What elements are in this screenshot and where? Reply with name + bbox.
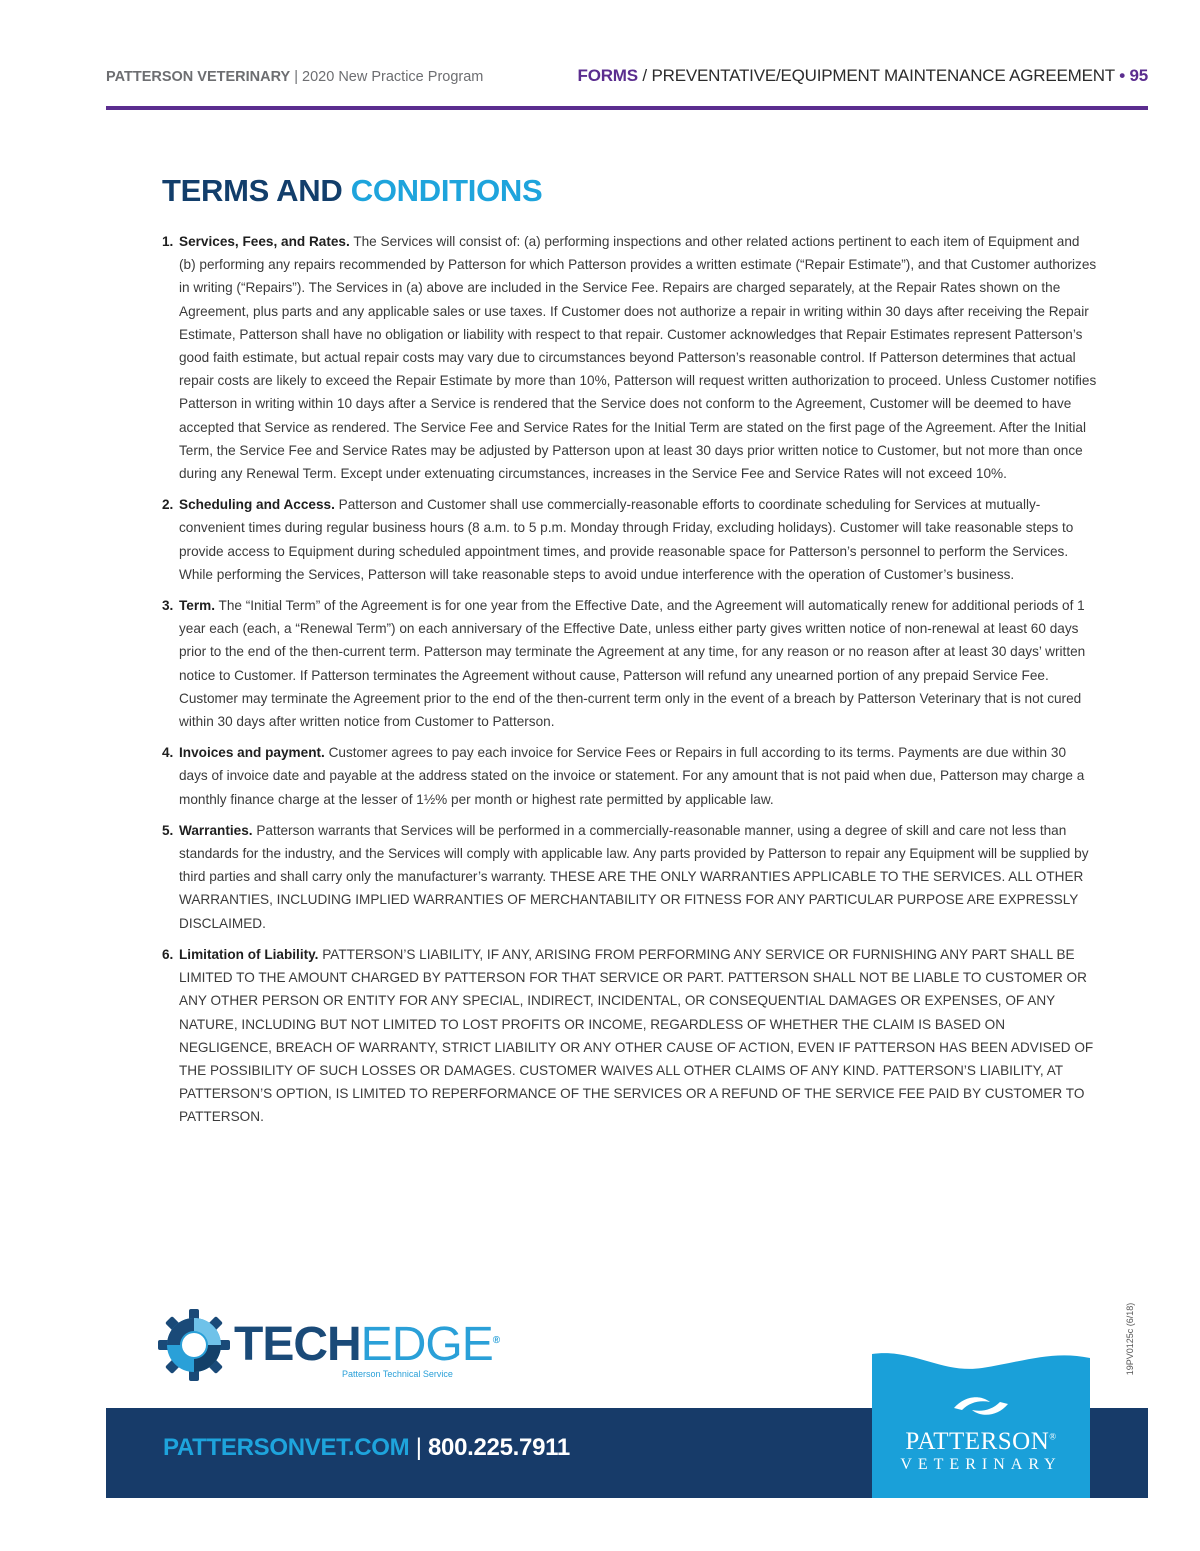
header-section: FORMS [577, 66, 638, 85]
title-part1: TERMS AND [162, 173, 343, 208]
term-item [162, 741, 1097, 811]
term-number: 6. [162, 946, 174, 962]
term-item [162, 594, 1097, 733]
header-brand: PATTERSON VETERINARY [106, 69, 291, 85]
techedge-tech: TECH [234, 1318, 361, 1371]
page-title [162, 173, 542, 209]
footer-website[interactable]: PATTERSONVET.COM [163, 1434, 410, 1461]
patterson-reg: ® [1049, 1431, 1057, 1442]
header-right [578, 66, 1148, 86]
document-code [1118, 1298, 1142, 1380]
techedge-edge: EDGE [360, 1318, 493, 1371]
term-label: Limitation of Liability. [179, 946, 319, 962]
header-program: | 2020 New Practice Program [290, 69, 484, 85]
page-header [106, 66, 1148, 92]
term-text: PATTERSON’S LIABILITY, IF ANY, ARISING FROM PERFORMING ANY SERVICE OR FURNISHING ANY PART SHALL BE LIMITED TO THE AMOUNT CHARGED BY PATTERSON FOR THAT SERVICE OR PART. PATTERSON SHALL NOT BE LIABLE TO CUSTOMER OR ANY OTHER PERSON OR ENTITY FOR ANY SPECIAL, INDIRECT, INCIDENTAL, OR CONSEQUENTIAL DAMAGES OR EXPENSES, OF ANY NATURE, INCLUDING BUT NOT LIMITED TO LOST PROFITS OR INCOME, REGARDLESS OF WHETHER THE CLAIM IS BASED ON NEGLIGENCE, BREACH OF WARRANTY, STRICT LIABILITY OR ANY OTHER CAUSE OF ACTION, EVEN IF PATTERSON HAS BEEN ADVISED OF THE POSSIBILITY OF SUCH LOSSES OR DAMAGES. CUSTOMER WAIVES ALL OTHER CLAIMS OF ANY KIND. PATTERSON’S LIABILITY, AT PATTERSON’S OPTION, IS LIMITED TO REPERFORMANCE OF THE SERVICES OR A REFUND OF THE SERVICE FEE PAID BY CUSTOMER TO PATTERSON. [179, 946, 1094, 1125]
header-doc-title: / PREVENTATIVE/EQUIPMENT MAINTENANCE AGREEMENT [637, 66, 1120, 85]
term-number: 2. [162, 497, 174, 513]
term-number: 3. [162, 598, 174, 614]
techedge-tagline: Patterson Technical Service [342, 1369, 453, 1379]
term-item [162, 230, 1097, 485]
term-number: 4. [162, 745, 174, 761]
techedge-reg: ® [492, 1335, 500, 1346]
patterson-name-text: PATTERSON [905, 1428, 1050, 1455]
logo-background-icon [872, 1352, 1090, 1498]
patterson-veterinary-logo [872, 1352, 1090, 1498]
term-item [162, 943, 1097, 1129]
patterson-name [872, 1428, 1090, 1456]
page-number: 95 [1129, 66, 1148, 85]
patterson-sub: VETERINARY [900, 1456, 1062, 1473]
document-code-text: 19PV0125c (6/18) [1125, 1302, 1135, 1376]
header-rule [106, 106, 1148, 110]
header-bullet: • [1119, 66, 1125, 85]
term-item [162, 493, 1097, 586]
term-label: Warranties. [179, 822, 253, 838]
term-text: Patterson warrants that Services will be performed in a commercially-reasonable manner, using a degree of skill and care not less than standards for the industry, and the Services will comply with applicable law. Any parts provided by Patterson to repair any Equipment will be supplied by third parties and shall carry only the manufacturer’s warranty. THESE ARE THE ONLY WARRANTIES APPLICABLE TO THE SERVICES. ALL OTHER WARRANTIES, INCLUDING IMPLIED WARRANTIES OF MERCHANTABILITY OR FITNESS FOR ANY PARTICULAR PURPOSE ARE EXPRESSLY DISCLAIMED. [179, 822, 1089, 931]
term-text: Patterson and Customer shall use commercially-reasonable efforts to coordinate scheduling for Services at mutually-convenient times during regular business hours (8 a.m. to 5 p.m. Monday through Friday, excluding holidays). Customer will take reasonable steps to provide access to Equipment during scheduled appointment times, and provide reasonable space for Patterson’s personnel to perform the Services. While performing the Services, Patterson will take reasonable steps to avoid undue interference with the operation of Customer’s business. [179, 497, 1074, 582]
term-text: The Services will consist of: (a) performing inspections and other related actions pertinent to each item of Equipment and (b) performing any repairs recommended by Patterson for which Patterson provides a written estimate (“Repair Estimate”), and that Customer authorizes in writing (“Repairs”). The Services in (a) above are included in the Service Fee. Repairs are charged separately, at the Repair Rates shown on the Agreement, plus parts and any applicable sales or use taxes. If Customer does not authorize a repair in writing within 30 days after receiving the Repair Estimate, Patterson shall have no obligation or liability with respect to that repair. Customer acknowledges that Repair Estimates represent Patterson’s good faith estimate, but actual repair costs may vary due to circumstances beyond Patterson’s reasonable control. If Patterson determines that actual repair costs are likely to exceed the Repair Estimate by more than 10%, Patterson will request written authorization to proceed. Unless Customer notifies Patterson in writing within 10 days after a Service is rendered that the Service does not conform to the Agreement, Customer will be deemed to have accepted that Service as rendered. The Service Fee and Service Rates for the Initial Term are stated on the first page of the Agreement. After the Initial Term, the Service Fee and Service Rates may be adjusted by Patterson upon at least 30 days prior written notice to Customer, but not more than once during any Renewal Term. Except under extenuating circumstances, increases in the Service Fee and Service Rates will not exceed 10%. [179, 234, 1097, 482]
techedge-logo [156, 1307, 500, 1387]
term-label: Term. [179, 598, 216, 614]
term-label: Scheduling and Access. [179, 497, 335, 513]
term-text: Customer agrees to pay each invoice for Service Fees or Repairs in full according to its terms. Payments are due within 30 days of invoice date and payable at the address stated on the invoice or statement. For any amount that is not paid when due, Patterson may charge a monthly finance charge at the lesser of 1½% per month or highest rate permitted by applicable law. [179, 745, 1085, 807]
term-number: 1. [162, 234, 174, 249]
footer-phone[interactable]: 800.225.7911 [428, 1434, 570, 1461]
footer-separator: | [409, 1434, 428, 1461]
footer-contact [163, 1434, 570, 1462]
terms-list [162, 230, 1097, 1137]
header-left [106, 69, 483, 85]
term-text: The “Initial Term” of the Agreement is for one year from the Effective Date, and the Agreement will automatically renew for additional periods of 1 year each (each, a “Renewal Term”) on each anniversary of the Effective Date, unless either party gives written notice of non-renewal at least 60 days prior to the end of the then-current term. Patterson may terminate the Agreement at any time, for any reason or no reason after at least 30 days’ written notice to Customer. If Patterson terminates the Agreement without cause, Patterson will refund any unearned portion of any prepaid Service Fee. Customer may terminate the Agreement prior to the end of the then-current term only in the event of a breach by Patterson Veterinary that is not cured within 30 days after written notice from Customer to Patterson. [179, 598, 1086, 730]
term-label: Invoices and payment. [179, 745, 325, 761]
term-label: Services, Fees, and Rates. [179, 234, 350, 249]
term-number: 5. [162, 822, 174, 838]
term-item [162, 819, 1097, 935]
techedge-wordmark [234, 1315, 499, 1371]
gear-icon [156, 1307, 232, 1383]
title-part2: CONDITIONS [350, 173, 543, 208]
